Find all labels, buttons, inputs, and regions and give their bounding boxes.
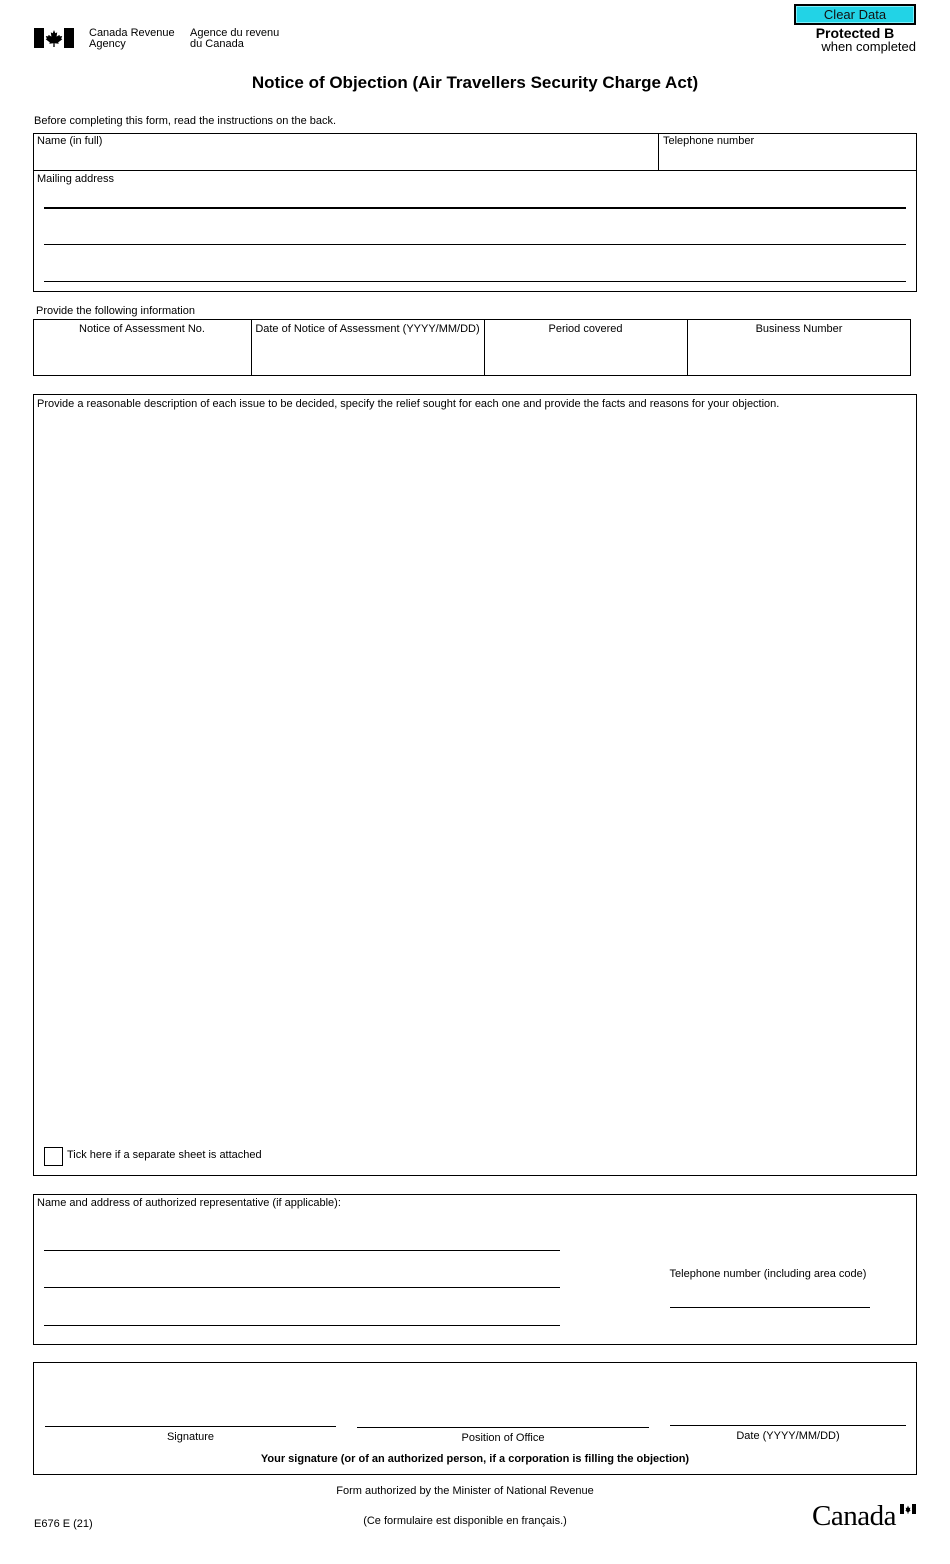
separate-sheet-checkbox[interactable] <box>44 1147 63 1166</box>
business-number-input[interactable] <box>692 345 906 367</box>
agency-name-fr-line2: du Canada <box>190 38 244 50</box>
period-covered-header: Period covered <box>548 323 623 335</box>
representative-line-2[interactable] <box>44 1269 560 1287</box>
description-textarea[interactable] <box>38 416 912 1138</box>
position-rule <box>357 1427 649 1428</box>
assessment-date-header: Date of Notice of Assessment (YYYY/MM/DD) <box>255 323 480 335</box>
authorized-by-text: Form authorized by the Minister of National Revenue <box>336 1485 594 1497</box>
mailing-address-line-2[interactable] <box>44 226 906 244</box>
clear-data-button[interactable]: Clear Data <box>794 4 916 25</box>
form-title: Notice of Objection (Air Travellers Security Charge Act) <box>251 73 699 92</box>
representative-label: Name and address of authorized representative (if applicable): <box>37 1197 341 1209</box>
signature-label: Signature <box>166 1431 215 1443</box>
position-label: Position of Office <box>461 1432 545 1444</box>
representative-line-3[interactable] <box>44 1307 560 1325</box>
name-label: Name (in full) <box>37 135 103 147</box>
canada-wordmark <box>812 1500 922 1534</box>
maple-leaf-flag-icon <box>34 28 74 48</box>
provide-info-label: Provide the following information <box>36 305 195 317</box>
name-address-divider <box>33 170 917 171</box>
address-line-2-rule <box>44 244 906 245</box>
signature-note: Your signature (or of an authorized person, if a corporation is filling the objection) <box>260 1453 690 1465</box>
name-phone-divider <box>658 133 659 171</box>
agency-name-en-line2: Agency <box>89 38 126 50</box>
address-line-3-rule <box>44 281 906 282</box>
assessment-number-input[interactable] <box>38 345 246 367</box>
separate-sheet-label: Tick here if a separate sheet is attached <box>67 1149 262 1161</box>
canada-wordmark-text: Canada <box>812 1500 896 1532</box>
address-line-1-rule <box>44 207 906 209</box>
representative-line-1[interactable] <box>44 1232 560 1250</box>
mailing-address-line-1[interactable] <box>44 189 906 207</box>
telephone-label: Telephone number <box>663 135 755 147</box>
rep-telephone-rule <box>670 1307 870 1308</box>
agency-name-fr-line1: Agence du revenu <box>190 27 280 39</box>
period-covered-input[interactable] <box>489 345 682 367</box>
description-label: Provide a reasonable description of each issue to be decided, specify the relief sought for each one and provide the facts and reasons for your objection. <box>37 398 780 410</box>
rep-telephone-input[interactable] <box>670 1289 870 1307</box>
mailing-address-label: Mailing address <box>37 173 115 185</box>
signature-date-input[interactable] <box>670 1407 906 1425</box>
rep-line-1-rule <box>44 1250 560 1251</box>
mailing-address-line-3[interactable] <box>44 263 906 281</box>
canada-flag-logo <box>34 28 74 48</box>
form-number: E676 E (21) <box>34 1518 93 1530</box>
position-input[interactable] <box>357 1408 649 1426</box>
signature-rule <box>45 1426 336 1427</box>
french-availability-note: (Ce formulaire est disponible en français.) <box>363 1515 567 1527</box>
name-input[interactable] <box>37 150 653 168</box>
instructions-text: Before completing this form, read the instructions on the back. <box>34 115 337 127</box>
wordmark-flag-icon <box>900 1504 916 1514</box>
rep-line-2-rule <box>44 1287 560 1288</box>
signature-input[interactable] <box>45 1408 336 1426</box>
assessment-date-input[interactable] <box>256 345 479 367</box>
date-label: Date (YYYY/MM/DD) <box>736 1430 840 1442</box>
date-rule <box>670 1425 906 1426</box>
telephone-input[interactable] <box>663 150 913 168</box>
rep-line-3-rule <box>44 1325 560 1326</box>
business-number-header: Business Number <box>755 323 843 335</box>
protected-b-label: Protected B <box>815 25 895 41</box>
agency-name-en-line1: Canada Revenue <box>89 27 175 39</box>
assessment-number-header: Notice of Assessment No. <box>79 323 205 335</box>
rep-telephone-label: Telephone number (including area code) <box>669 1268 867 1280</box>
when-completed-label: when completed <box>821 39 916 54</box>
